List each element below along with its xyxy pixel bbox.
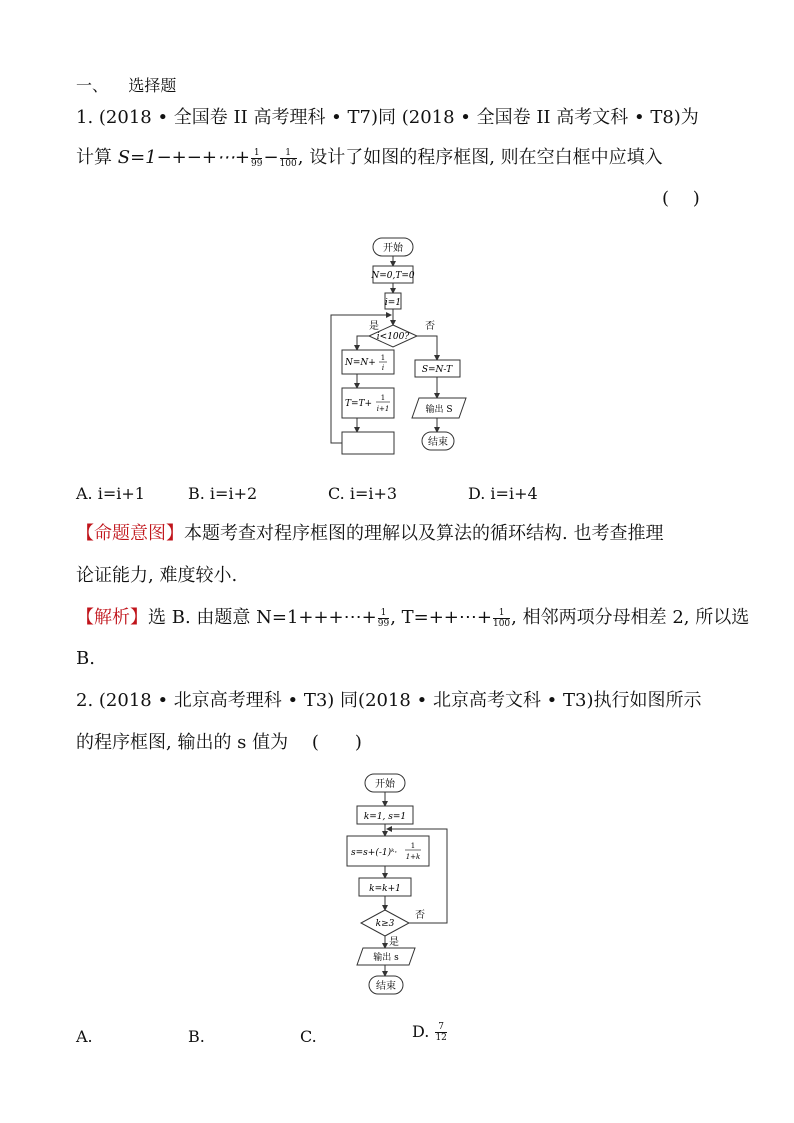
q2-no-label: 否 (415, 910, 425, 921)
q2-yes-label: 是 (389, 937, 399, 948)
intent-tag: 【命题意图】 (76, 523, 184, 544)
q2-condition-label: k≥3 (375, 919, 395, 929)
q1-option-b: B. i=i+2 (188, 484, 258, 503)
q2-option-d-frac: $\frac{7}{12}$ (435, 1022, 447, 1043)
q1-t-update-label: T=T+ (345, 399, 373, 409)
q2-frac-den: 1+k (405, 853, 421, 861)
q2-end-label: 结束 (376, 981, 396, 992)
analysis-frac-1-99: $\frac{1}{99}$ (377, 607, 390, 629)
q2-option-b: B. (188, 1027, 205, 1046)
analysis-text-c: , 相邻两项分母相差 2, 所以选 (511, 607, 750, 628)
q2-option-a: A. (76, 1027, 93, 1046)
intent-line1 (76, 523, 663, 545)
q1-no-label: 否 (425, 321, 435, 332)
q1-output-label: 输出 S (425, 405, 453, 415)
q1-i-init-label: i=1 (384, 298, 402, 308)
q1-sum-expr: S=1−+−+⋯+ (117, 147, 251, 168)
q1-rest: , 设计了如图的程序框图, 则在空白框中应填入 (297, 147, 663, 168)
section-title: 选择题 (128, 76, 177, 95)
q1-condition-label: i<100? (376, 332, 410, 342)
analysis-line2: B. (76, 648, 95, 669)
q2-flowchart (335, 772, 475, 1002)
analysis-text-b: , T=++⋯+ (390, 607, 492, 628)
q1-calc-word: 计算 (76, 147, 112, 168)
q1-blank-box (342, 432, 394, 454)
q2-option-d (412, 1022, 448, 1043)
q2-option-d-label: D. (412, 1022, 430, 1041)
q1-t-frac-num: 1 (380, 394, 386, 402)
q1-n-update-label: N=N+ (345, 358, 376, 368)
q2-option-c: C. (300, 1027, 317, 1046)
q1-n-frac-num: 1 (380, 354, 386, 362)
q1-t-frac-den: i+1 (376, 405, 390, 413)
q1-frac-1-100: $\frac{1}{100}$ (279, 147, 297, 169)
q2-start-label: 开始 (375, 779, 395, 790)
analysis-line1 (76, 607, 749, 629)
q2-update-label: s=s+(-1)ᵏ· (351, 848, 398, 858)
q1-n-frac-den: i (381, 364, 385, 372)
analysis-frac-1-100: $\frac{1}{100}$ (492, 607, 511, 629)
q2-init-label: k=1, s=1 (363, 812, 407, 822)
q2-line2: 的程序框图, 输出的 s 值为 ( ) (76, 732, 362, 753)
q1-start-label: 开始 (383, 243, 403, 254)
section-number: 一、 (76, 76, 109, 95)
analysis-text-a: 选 B. 由题意 N=1+++⋯+ (148, 607, 377, 628)
q2-frac-num: 1 (410, 842, 416, 850)
section-header (76, 75, 176, 97)
q1-answer-paren: ( ) (662, 188, 700, 209)
q1-end-label: 结束 (428, 437, 448, 448)
q1-minus: − (263, 147, 279, 168)
q1-s-assign-label: S=N-T (421, 365, 453, 375)
q1-option-c: C. i=i+3 (328, 484, 398, 503)
analysis-tag: 【解析】 (76, 607, 148, 628)
q1-flowchart (325, 236, 485, 466)
q1-init-label: N=0,T=0 (371, 271, 415, 281)
q1-line2 (76, 147, 663, 169)
q1-frac-1-99: $\frac{1}{99}$ (251, 147, 263, 169)
q1-option-a: A. i=i+1 (76, 484, 145, 503)
intent-text1: 本题考查对程序框图的理解以及算法的循环结构. 也考查推理 (184, 523, 664, 544)
q2-inc-label: k=k+1 (369, 884, 401, 894)
q2-line1: 2. (2018 • 北京高考理科 • T3) 同(2018 • 北京高考文科 • T3)执行如图所示 (76, 690, 702, 711)
q1-line1: 1. (2018 • 全国卷 II 高考理科 • T7)同 (2018 • 全国卷 II 高考文科 • T8)为 (76, 107, 699, 128)
q1-yes-label: 是 (369, 321, 379, 332)
intent-line2: 论证能力, 难度较小. (76, 565, 238, 586)
q1-option-d: D. i=i+4 (468, 484, 538, 503)
q2-output-label: 输出 s (373, 953, 399, 963)
